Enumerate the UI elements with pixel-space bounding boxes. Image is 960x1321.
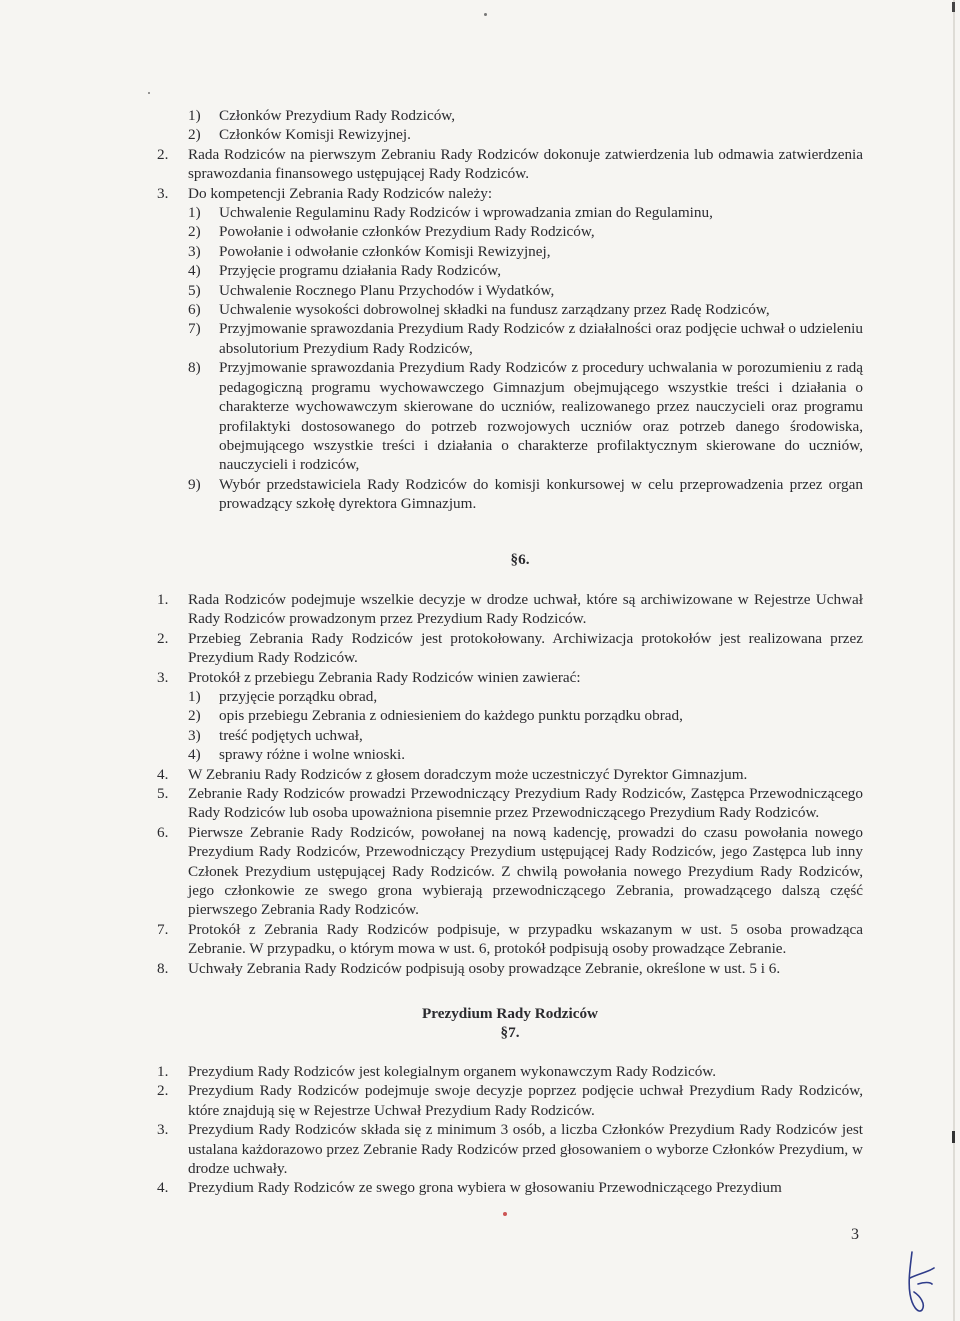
list-item [188, 125, 863, 144]
section-7 [157, 1062, 863, 1198]
item-number: 9) [188, 475, 201, 493]
paragraph-number: 4. [157, 765, 169, 783]
list-item [188, 300, 863, 319]
item-number: 1) [188, 687, 201, 705]
list-item [188, 222, 863, 241]
item-text: Wybór przedstawiciela Rady Rodziców do komisji konkursowej w celu przeprowadzenia przez organ prowadzący szkołę dyrektora Gimnazjum. [219, 475, 863, 513]
handwritten-initials-icon [898, 1248, 938, 1318]
paragraph-text: Rada Rodziców podejmuje wszelkie decyzje w drodze uchwał, które są archiwizowane w Rejestrze Uchwał Rady Rodziców prowadzonym przez Prezydium Rady Rodziców. [188, 590, 863, 628]
item-text: opis przebiegu Zebrania z odniesieniem do każdego punktu porządku obrad, [219, 707, 683, 725]
section-title-7: Prezydium Rady Rodziców [421, 1005, 599, 1023]
paragraph-text: Prezydium Rady Rodziców podejmuje swoje decyzje poprzez podjęcie uchwał Prezydium Rady Rodziców, które znajdują się w Rejestrze Uchwał Prezydium Rady Rodziców. [188, 1082, 863, 1119]
item-number: 5) [188, 281, 201, 299]
paragraph-text: Przebieg Zebrania Rady Rodziców jest protokołowany. Archiwizacja protokołów jest realizowana przez Prezydium Rady Rodziców. [188, 629, 863, 667]
paragraph-text: Uchwały Zebrania Rady Rodziców podpisują osoby prowadzące Zebranie, określone w ust. 5 i 6. [188, 959, 781, 977]
item-text: Członków Prezydium Rady Rodziców, [219, 107, 456, 124]
paragraph-text: Rada Rodziców na pierwszym Zebraniu Rady Rodziców dokonuje zatwierdzenia lub odmawia zatwierdzenia sprawozdania finansowego ustępującej Rady Rodziców. [188, 145, 863, 183]
item-number: 4) [188, 746, 201, 764]
paragraph-text: Zebranie Rady Rodziców prowadzi Przewodniczący Prezydium Rady Rodziców, Zastępca Przewodniczącego Rady Rodziców lub osoba upoważniona pisemnie przez Przewodniczącego Prezydium Rady Rodziców. [188, 785, 863, 822]
list-item [188, 687, 863, 706]
section-6 [157, 590, 863, 978]
item-number: 6) [188, 301, 201, 319]
numbered-paragraph [157, 823, 863, 920]
list-item [188, 281, 863, 300]
numbered-paragraph [157, 590, 863, 629]
numbered-paragraph [157, 1178, 863, 1197]
paragraph-number: 4. [157, 1179, 169, 1197]
numbered-paragraph [157, 959, 863, 978]
numbered-paragraph [157, 1081, 863, 1120]
list-item [188, 358, 863, 474]
list-item [188, 242, 863, 261]
item-number: 1) [188, 107, 201, 124]
item-text: Przyjmowanie sprawozdania Prezydium Rady Rodziców z działalności oraz podjęcie uchwał o udzieleniu absolutorium Prezydium Rady Rodziców, [219, 320, 863, 357]
item-text: Przyjmowanie sprawozdania Prezydium Rady Rodziców z procedury uchwalania w porozumieniu z radą pedagogiczną programu wychowawczego Gimnazjum obejmującego wszystkie treści i działania o charakterze wychowawczym skierowane do uczniów, realizowanego przez nauczycieli oraz programu profilaktyki dostosowanego do potrzeb rozwojowych uczniów oraz potrzeb danego środowiska, obejmującego wszystkie treści i działania o charakterze profilaktycznym skierowane do uczniów, nauczycieli i rodziców, [219, 359, 863, 474]
list-item [188, 203, 863, 222]
numbered-paragraph [157, 1062, 863, 1081]
paragraph-text: Prezydium Rady Rodziców składa się z minimum 3 osób, a liczba Członków Prezydium Rady Rodziców jest ustalana każdorazowo przez Zebranie Rady Rodziców przed głosowaniem o wyborze Członków Prezydium, w drodze uchwały. [188, 1121, 863, 1177]
scan-mark-top [952, 2, 955, 12]
item-number: 1) [188, 204, 201, 222]
paragraph-number: 1. [157, 590, 169, 608]
numbered-paragraph [157, 629, 863, 668]
scan-mark-right [952, 1131, 955, 1143]
numbered-paragraph [157, 784, 863, 823]
item-text: sprawy różne i wolne wnioski. [219, 746, 406, 764]
paragraph-text: Protokół z Zebrania Rady Rodziców podpisuje, w przypadku wskazanym w ust. 5 osoba prowadząca Zebranie. W przypadku, o którym mowa w ust. 6, protokół podpisują osoby prowadzące Zebranie. [188, 920, 863, 958]
paragraph-number: 8. [157, 959, 169, 977]
section-sign-7: §7. [500, 1024, 520, 1042]
numbered-paragraph [157, 668, 863, 687]
list-item [188, 475, 863, 514]
paragraph-number: 2. [157, 145, 169, 163]
paragraph-number: 2. [157, 629, 169, 647]
paragraph-number: 3. [157, 1121, 169, 1139]
list-item [188, 261, 863, 280]
item-number: 7) [188, 320, 201, 338]
list-item [188, 726, 863, 745]
item-number: 3) [188, 242, 201, 260]
paragraph-text: Protokół z przebiegu Zebrania Rady Rodziców winien zawierać: [188, 668, 581, 686]
document-body [157, 106, 863, 1198]
scan-edge [953, 0, 955, 1321]
item-text: Uchwalenie wysokości dobrowolnej składki na fundusz zarządzany przez Radę Rodziców, [219, 301, 770, 319]
numbered-paragraph [157, 184, 863, 203]
item-number: 3) [188, 726, 201, 744]
item-number: 2) [188, 223, 201, 241]
list-item [188, 319, 863, 358]
competences-list [157, 203, 863, 514]
scan-speck [503, 1212, 507, 1216]
item-number: 2) [188, 707, 201, 725]
paragraph-text: Prezydium Rady Rodziców jest kolegialnym organem wykonawczym Rady Rodziców. [188, 1062, 717, 1080]
paragraph-number: 7. [157, 920, 169, 938]
paragraph-text: Do kompetencji Zebrania Rady Rodziców należy: [188, 184, 493, 202]
numbered-paragraph [157, 765, 863, 784]
item-text: Przyjęcie programu działania Rady Rodziców, [219, 262, 501, 280]
paragraph-number: 5. [157, 785, 169, 802]
top-list [157, 106, 863, 145]
paragraph-number: 3. [157, 668, 169, 686]
paragraph-text: Pierwsze Zebranie Rady Rodziców, powołanej na nową kadencję, prowadzi do czasu powołania nowego Prezydium Rady Rodziców, Przewodniczący Prezydium ustępującej Rady Rodziców, jego Zastępca lub inny Członek Prezydium ustępującej Rady Rodziców. Z chwilą powołania nowego Prezydium Rady Rodziców, jego członkowie ze swego grona wybierają przewodniczącego Zebrania, prowadzącego dalszą część pierwszego Zebrania Rady Rodziców. [188, 823, 863, 919]
list-item [188, 745, 863, 764]
paragraph-text: W Zebraniu Rady Rodziców z głosem doradczym może uczestniczyć Dyrektor Gimnazjum. [188, 765, 748, 783]
numbered-paragraph [157, 1120, 863, 1178]
scan-speck [484, 13, 487, 16]
paragraph-number: 2. [157, 1082, 169, 1100]
item-text: Uchwalenie Regulaminu Rady Rodziców i wprowadzania zmian do Regulaminu, [219, 204, 713, 222]
protocol-list [157, 687, 863, 765]
scan-speck [148, 92, 150, 94]
item-text: Powołanie i odwołanie członków Prezydium Rady Rodziców, [219, 223, 595, 241]
numbered-paragraph [157, 145, 863, 184]
list-item [188, 706, 863, 725]
list-item [188, 106, 863, 125]
item-number: 2) [188, 126, 201, 144]
item-text: przyjęcie porządku obrad, [219, 687, 378, 705]
item-text: treść podjętych uchwał, [219, 726, 363, 744]
item-text: Uchwalenie Rocznego Planu Przychodów i Wydatków, [219, 281, 555, 299]
paragraph-number: 6. [157, 823, 169, 841]
paragraph-number: 1. [157, 1062, 169, 1080]
section-sign-6: §6. [510, 550, 530, 568]
paragraph-number: 3. [157, 184, 169, 202]
item-number: 4) [188, 262, 201, 280]
paragraph-text: Prezydium Rady Rodziców ze swego grona wybiera w głosowaniu Przewodniczącego Prezydium [188, 1179, 782, 1197]
item-text: Powołanie i odwołanie członków Komisji Rewizyjnej, [219, 242, 551, 260]
item-number: 8) [188, 359, 201, 377]
item-text: Członków Komisji Rewizyjnej. [219, 126, 411, 144]
numbered-paragraph [157, 920, 863, 959]
page-number: 3 [851, 1226, 859, 1243]
